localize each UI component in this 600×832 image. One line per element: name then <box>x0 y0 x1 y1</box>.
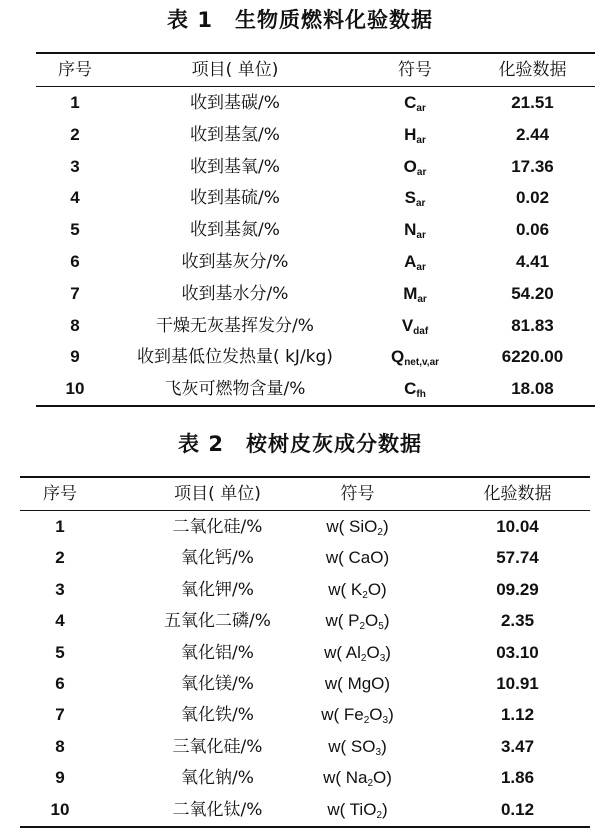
symbol-subscript: ar <box>415 198 426 210</box>
symbol-main: S <box>404 188 416 208</box>
value: 2.44 <box>515 124 550 144</box>
formula-subscript: 2 <box>360 652 367 664</box>
item-label: 二氧化硅/% <box>172 517 263 537</box>
symbol-subscript: ar <box>416 103 426 114</box>
row-number: 10 <box>65 379 85 399</box>
table-row <box>0 637 600 669</box>
formula-subscript: 5 <box>378 621 384 633</box>
symbol-subscript: ar <box>416 166 427 178</box>
formula <box>280 794 435 826</box>
formula-subscript: 3 <box>375 746 382 758</box>
value: 09.29 <box>496 579 539 599</box>
value: 0.02 <box>515 188 550 208</box>
symbol-main: M <box>403 283 418 303</box>
row-number: 8 <box>55 736 65 756</box>
item-label: 五氧化二磷/% <box>164 611 271 632</box>
row-number: 3 <box>70 156 80 176</box>
formula-text: w( Al <box>324 642 361 662</box>
item-label: 收到基低位发热量( kJ/kg) <box>137 347 333 368</box>
row-number: 7 <box>55 705 65 725</box>
formula-subscript: 2 <box>377 527 383 538</box>
table-row <box>0 278 600 310</box>
table-row <box>0 542 600 574</box>
table2-bottom-rule <box>20 826 590 828</box>
row-number: 9 <box>55 768 65 788</box>
table-row <box>0 511 600 543</box>
value: 18.08 <box>511 379 554 399</box>
formula-text: w( TiO <box>327 799 377 819</box>
item-label: 收到基氧/% <box>190 156 280 177</box>
symbol <box>355 246 475 278</box>
formula <box>280 574 435 606</box>
formula-text: ) <box>382 517 389 536</box>
value: 0.12 <box>500 799 535 819</box>
item-label: 收到基碳/% <box>190 93 280 113</box>
row-number: 7 <box>70 283 80 303</box>
formula-text: w( P <box>325 611 360 631</box>
symbol <box>355 119 475 151</box>
row-number: 6 <box>55 674 65 693</box>
formula <box>280 605 435 637</box>
item-label: 干燥无灰基挥发分/% <box>156 315 314 336</box>
symbol-subscript: ar <box>416 134 426 146</box>
formula <box>280 637 435 669</box>
formula-text: w( Fe <box>321 705 364 725</box>
symbol-main: C <box>404 379 417 399</box>
formula-subscript: 2 <box>376 809 382 821</box>
item-label: 氧化钠/% <box>181 768 254 789</box>
symbol-subscript: ar <box>416 262 426 273</box>
value: 2.35 <box>500 611 535 631</box>
formula-text: O <box>365 611 379 631</box>
item-label: 二氧化钛/% <box>172 799 263 820</box>
item-label: 氧化钾/% <box>181 579 254 600</box>
table-row <box>0 151 600 183</box>
item-label: 收到基灰分/% <box>181 252 289 272</box>
row-number: 1 <box>55 517 65 536</box>
table2-header-row <box>0 478 600 510</box>
formula-text: O) <box>373 768 392 788</box>
row-number: 8 <box>70 315 80 335</box>
formula-subscript: 2 <box>363 715 370 727</box>
row-number: 5 <box>70 220 80 240</box>
value: 4.41 <box>515 252 550 271</box>
table-row <box>0 574 600 606</box>
table1-caption: 表 1 生物质燃料化验数据 <box>167 8 433 32</box>
formula-text: w( MgO) <box>324 674 391 693</box>
value: 57.74 <box>496 548 539 568</box>
formula-text: w( K <box>328 579 363 599</box>
symbol-subscript: fh <box>416 389 426 401</box>
symbol-main: A <box>404 252 417 271</box>
symbol-main: H <box>404 124 417 144</box>
table-row <box>0 341 600 373</box>
table1-header-no: 序号 <box>58 60 92 80</box>
symbol-subscript: ar <box>417 293 427 305</box>
item-label: 飞灰可燃物含量/% <box>164 379 306 400</box>
table2-header-no: 序号 <box>43 484 77 504</box>
symbol-main: V <box>401 315 414 335</box>
symbol <box>355 182 475 214</box>
symbol <box>355 214 475 246</box>
value: 81.83 <box>511 315 554 335</box>
formula-text: w( CaO) <box>325 548 390 568</box>
formula-subscript: 2 <box>362 589 368 601</box>
table-row <box>0 310 600 342</box>
row-number: 5 <box>55 642 65 662</box>
symbol-subscript: ar <box>416 230 426 242</box>
formula-text: ) <box>385 642 391 662</box>
formula-text: ) <box>381 736 387 756</box>
item-label: 收到基硫/% <box>190 188 280 209</box>
symbol <box>355 341 475 373</box>
row-number: 4 <box>55 611 65 631</box>
table1-header-value: 化验数据 <box>498 60 567 80</box>
value: 17.36 <box>511 156 554 176</box>
value: 10.91 <box>496 674 539 693</box>
formula <box>280 699 435 731</box>
formula-subscript: 2 <box>367 778 374 790</box>
row-number: 9 <box>70 347 80 367</box>
formula-subscript: 3 <box>379 652 386 664</box>
table-row <box>0 731 600 763</box>
table1-header-row <box>0 54 600 86</box>
item-label: 收到基水分/% <box>181 283 289 304</box>
table-row <box>0 794 600 826</box>
formula-subscript: 2 <box>359 621 366 633</box>
item-label: 三氧化硅/% <box>172 736 263 757</box>
value: 10.04 <box>496 517 539 536</box>
symbol <box>355 278 475 310</box>
symbol <box>355 373 475 405</box>
symbol-main: Q <box>390 347 405 367</box>
table-row <box>0 605 600 637</box>
formula-text: w( SO <box>328 736 376 756</box>
row-number: 3 <box>55 579 65 599</box>
formula <box>280 511 435 543</box>
row-number: 1 <box>70 93 80 112</box>
item-label: 氧化镁/% <box>181 674 254 694</box>
value: 21.51 <box>511 93 554 112</box>
formula-text: O <box>366 642 380 662</box>
symbol <box>355 310 475 342</box>
row-number: 4 <box>70 188 80 208</box>
value: 54.20 <box>511 283 554 303</box>
item-label: 氧化铝/% <box>181 642 254 663</box>
formula-text: O) <box>367 579 387 599</box>
table-row <box>0 87 600 119</box>
formula-text: ) <box>388 705 394 725</box>
value: 6220.00 <box>501 347 564 367</box>
formula-text: ) <box>383 611 390 631</box>
table2-header-item: 项目( 单位) <box>174 484 261 504</box>
table1-bottom-rule <box>36 405 595 407</box>
table-row <box>0 119 600 151</box>
row-number: 6 <box>70 252 80 271</box>
formula <box>280 762 435 794</box>
item-label: 氧化钙/% <box>181 548 254 569</box>
formula <box>280 542 435 574</box>
item-label: 收到基氮/% <box>190 220 280 241</box>
row-number: 10 <box>50 799 70 819</box>
symbol-main: C <box>404 93 417 112</box>
symbol-subscript: net,v,ar <box>404 357 440 369</box>
formula-subscript: 3 <box>382 715 389 727</box>
formula-text: w( SiO <box>326 517 378 536</box>
table-row <box>0 373 600 405</box>
item-label: 收到基氢/% <box>190 124 280 145</box>
table-row <box>0 668 600 700</box>
formula-text: ) <box>382 799 388 819</box>
item-label: 氧化铁/% <box>181 705 254 726</box>
table-row <box>0 699 600 731</box>
value: 1.86 <box>500 768 535 788</box>
table2-header-value: 化验数据 <box>483 484 552 504</box>
row-number: 2 <box>70 124 80 144</box>
formula <box>280 668 435 700</box>
row-number: 2 <box>55 548 65 568</box>
symbol-subscript: daf <box>413 325 429 337</box>
formula <box>280 731 435 763</box>
table2-header-symbol: 符号 <box>340 484 375 504</box>
table-row <box>0 246 600 278</box>
table2-caption: 表 2 桉树皮灰成分数据 <box>178 432 422 456</box>
value: 03.10 <box>496 642 539 662</box>
table-row <box>0 762 600 794</box>
value: 1.12 <box>500 705 535 725</box>
symbol-main: N <box>404 220 417 240</box>
table-row <box>0 214 600 246</box>
formula-text: O <box>369 705 383 725</box>
table1-header-symbol: 符号 <box>398 60 432 80</box>
value: 0.06 <box>515 220 550 240</box>
symbol-main: O <box>403 156 417 176</box>
symbol <box>355 87 475 119</box>
table1-header-item: 项目( 单位) <box>191 60 279 80</box>
value: 3.47 <box>500 736 535 756</box>
table-row <box>0 182 600 214</box>
symbol <box>355 151 475 183</box>
formula-text: w( Na <box>323 768 368 788</box>
